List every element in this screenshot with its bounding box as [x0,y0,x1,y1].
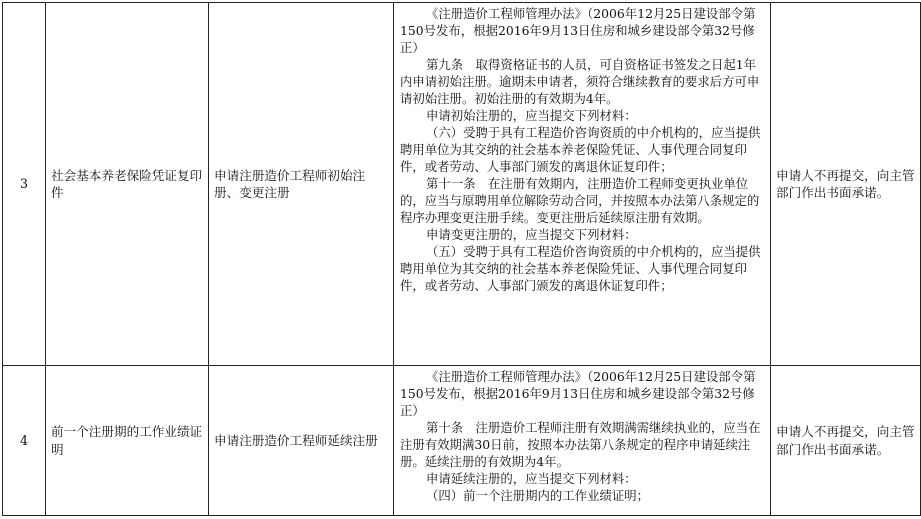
basis-paragraph: 《注册造价工程师管理办法》（2006年12月25日建设部令第150号发布，根据2016年9月13日住房和城乡建设部令第32号修正） [400,6,756,55]
basis-paragraph: （五）受聘于具有工程造价咨询资质的中介机构的，应当提供聘用单位为其交纳的社会基本养老保险凭证、人事代理合同复印件，或者劳动、人事部门颁发的离退休证复印件； [400,244,761,293]
table-row [3,366,921,516]
basis-paragraph: 第十条 注册造价工程师注册有效期满需继续执业的，应当在注册有效期满30日前，按照本办法第八条规定的程序申请延续注册。延续注册的有效期为4年。 [400,420,761,469]
row-number: 4 [3,366,46,516]
legal-basis-cell [394,366,771,516]
basis-paragraph: 申请变更注册的，应当提交下列材料： [426,227,637,242]
basis-paragraph: 第十一条 在注册有效期内，注册造价工程师变更执业单位的，应当与原聘用单位解除劳动合同，并按照本办法第八条规定的程序办理变更注册手续。变更注册后延续原注册有效期。 [400,176,760,225]
row-number: 3 [3,3,46,366]
item-cell: 申请注册造价工程师初始注册、变更注册 [209,3,394,366]
item-cell: 申请注册造价工程师延续注册 [209,366,394,516]
material-cell: 社会基本养老保险凭证复印件 [46,3,209,366]
basis-paragraph: （六）受聘于具有工程造价咨询资质的中介机构的，应当提供聘用单位为其交纳的社会基本养老保险凭证、人事代理合同复印件，或者劳动、人事部门颁发的离退休证复印件； [400,125,761,174]
basis-paragraph: 申请初始注册的，应当提交下列材料： [426,108,637,123]
material-cell: 前一个注册期的工作业绩证明 [46,366,209,516]
handling-cell: 申请人不再提交，向主管部门作出书面承诺。 [771,3,921,366]
basis-paragraph: 《注册造价工程师管理办法》（2006年12月25日建设部令第150号发布，根据2016年9月13日住房和城乡建设部令第32号修正） [400,369,756,418]
basis-paragraph: 申请延续注册的，应当提交下列材料： [426,471,637,486]
table-row [3,3,921,366]
handling-cell: 申请人不再提交，向主管部门作出书面承诺。 [771,366,921,516]
basis-paragraph: 第九条 取得资格证书的人员，可自资格证书签发之日起1年内申请初始注册。逾期未申请者，须符合继续教育的要求后方可申请初始注册。初始注册的有效期为4年。 [400,57,760,106]
basis-paragraph: （四）前一个注册期内的工作业绩证明； [426,488,650,503]
certificate-table [2,2,921,516]
legal-basis-cell [394,3,771,366]
